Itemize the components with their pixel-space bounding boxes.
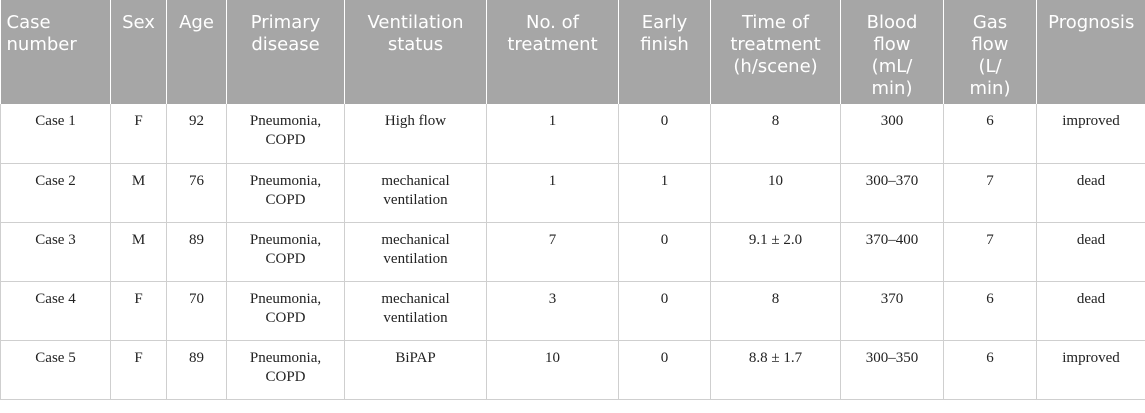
column-header-line: Sex bbox=[122, 12, 155, 33]
table-row bbox=[1, 281, 1145, 340]
cell-blood: 300–370 bbox=[841, 163, 944, 222]
column-header-line: Blood bbox=[866, 12, 918, 33]
cell-time: 8.8 ± 1.7 bbox=[711, 340, 841, 399]
table-row bbox=[1, 340, 1145, 399]
column-header-line: flow bbox=[971, 34, 1009, 55]
cell-ventilation bbox=[345, 163, 487, 222]
cell-line: Pneumonia, bbox=[249, 349, 322, 366]
cell-line: COPD bbox=[265, 250, 306, 267]
column-header-line: (h/scene) bbox=[733, 56, 818, 77]
table-row bbox=[1, 104, 1145, 163]
cell-age: 89 bbox=[167, 340, 227, 399]
cell-blood: 300–350 bbox=[841, 340, 944, 399]
cell-line: ventilation bbox=[383, 309, 448, 326]
cell-disease bbox=[227, 104, 345, 163]
cell-case: Case 4 bbox=[1, 281, 111, 340]
cell-age: 70 bbox=[167, 281, 227, 340]
cell-sex: M bbox=[111, 163, 167, 222]
column-header-line: (mL/ bbox=[871, 56, 913, 77]
table-body bbox=[1, 104, 1145, 399]
cell-time: 8 bbox=[711, 104, 841, 163]
column-header-gas bbox=[944, 0, 1037, 104]
column-header-sex bbox=[111, 0, 167, 104]
cell-disease bbox=[227, 163, 345, 222]
cell-line: Pneumonia, bbox=[249, 172, 322, 189]
cell-case: Case 2 bbox=[1, 163, 111, 222]
cell-case: Case 1 bbox=[1, 104, 111, 163]
cell-gas: 6 bbox=[944, 104, 1037, 163]
cell-early: 0 bbox=[619, 281, 711, 340]
column-header-line: Primary bbox=[250, 12, 321, 33]
cell-blood: 300 bbox=[841, 104, 944, 163]
cell-line: mechanical bbox=[381, 290, 450, 307]
cell-treatments: 10 bbox=[487, 340, 619, 399]
cell-early: 0 bbox=[619, 104, 711, 163]
cell-sex: M bbox=[111, 222, 167, 281]
column-header-prognosis bbox=[1037, 0, 1145, 104]
cell-gas: 6 bbox=[944, 281, 1037, 340]
cell-disease bbox=[227, 340, 345, 399]
column-header-line: min) bbox=[969, 78, 1011, 99]
column-header-line: Ventilation bbox=[367, 12, 464, 33]
column-header-early bbox=[619, 0, 711, 104]
column-header-line: treatment bbox=[730, 34, 821, 55]
column-header-line: treatment bbox=[507, 34, 598, 55]
cell-line: COPD bbox=[265, 132, 306, 148]
column-header-line: min) bbox=[871, 78, 913, 99]
cell-ventilation bbox=[345, 340, 487, 399]
column-header-blood bbox=[841, 0, 944, 104]
cell-age: 76 bbox=[167, 163, 227, 222]
column-header-disease bbox=[227, 0, 345, 104]
cell-line: COPD bbox=[265, 368, 306, 385]
cell-early: 0 bbox=[619, 340, 711, 399]
cell-line: mechanical bbox=[381, 172, 450, 189]
column-header-line: disease bbox=[251, 34, 320, 55]
column-header-line: No. of bbox=[526, 12, 579, 33]
cell-case: Case 3 bbox=[1, 222, 111, 281]
cell-line: COPD bbox=[265, 191, 306, 208]
cell-line: BiPAP bbox=[395, 349, 436, 366]
table-header bbox=[1, 0, 1145, 104]
cell-time: 10 bbox=[711, 163, 841, 222]
cell-prognosis: dead bbox=[1037, 163, 1145, 222]
column-header-line: (L/ bbox=[978, 56, 1002, 77]
cell-treatments: 1 bbox=[487, 163, 619, 222]
column-header-line: Case bbox=[6, 12, 51, 33]
column-header-line: Early bbox=[641, 12, 688, 33]
cell-line: Pneumonia, bbox=[249, 113, 322, 129]
column-header-line: Age bbox=[179, 12, 214, 33]
cell-sex: F bbox=[111, 104, 167, 163]
table-row bbox=[1, 222, 1145, 281]
cell-ventilation bbox=[345, 281, 487, 340]
header-row bbox=[1, 0, 1145, 104]
cell-line: Pneumonia, bbox=[249, 231, 322, 248]
cell-prognosis: improved bbox=[1037, 340, 1145, 399]
column-header-ventilation bbox=[345, 0, 487, 104]
cell-disease bbox=[227, 281, 345, 340]
cell-line: Pneumonia, bbox=[249, 290, 322, 307]
column-header-line: flow bbox=[873, 34, 911, 55]
cell-time: 9.1 ± 2.0 bbox=[711, 222, 841, 281]
column-header-case bbox=[1, 0, 111, 104]
cell-early: 0 bbox=[619, 222, 711, 281]
column-header-time bbox=[711, 0, 841, 104]
cell-sex: F bbox=[111, 281, 167, 340]
column-header-line: Time of bbox=[741, 12, 810, 33]
cell-treatments: 7 bbox=[487, 222, 619, 281]
column-header-line: Prognosis bbox=[1048, 12, 1135, 33]
column-header-line: Gas bbox=[972, 12, 1008, 33]
cell-early: 1 bbox=[619, 163, 711, 222]
cell-line: mechanical bbox=[381, 231, 450, 248]
cell-ventilation bbox=[345, 222, 487, 281]
cell-treatments: 3 bbox=[487, 281, 619, 340]
cell-blood: 370–400 bbox=[841, 222, 944, 281]
cell-age: 89 bbox=[167, 222, 227, 281]
cell-line: High flow bbox=[384, 113, 447, 129]
cell-case: Case 5 bbox=[1, 340, 111, 399]
cell-prognosis: improved bbox=[1037, 104, 1145, 163]
column-header-age bbox=[167, 0, 227, 104]
cell-blood: 370 bbox=[841, 281, 944, 340]
cell-treatments: 1 bbox=[487, 104, 619, 163]
cell-gas: 7 bbox=[944, 163, 1037, 222]
cell-time: 8 bbox=[711, 281, 841, 340]
column-header-treatments bbox=[487, 0, 619, 104]
cell-age: 92 bbox=[167, 104, 227, 163]
column-header-line: finish bbox=[640, 34, 689, 55]
cell-line: ventilation bbox=[383, 250, 448, 267]
cell-ventilation bbox=[345, 104, 487, 163]
cell-prognosis: dead bbox=[1037, 222, 1145, 281]
cell-line: ventilation bbox=[383, 191, 448, 208]
cell-line: COPD bbox=[265, 309, 306, 326]
table-row bbox=[1, 163, 1145, 222]
cell-prognosis: dead bbox=[1037, 281, 1145, 340]
cell-gas: 7 bbox=[944, 222, 1037, 281]
cell-sex: F bbox=[111, 340, 167, 399]
cell-disease bbox=[227, 222, 345, 281]
column-header-line: status bbox=[387, 34, 444, 55]
cell-gas: 6 bbox=[944, 340, 1037, 399]
column-header-line: number bbox=[6, 34, 77, 55]
